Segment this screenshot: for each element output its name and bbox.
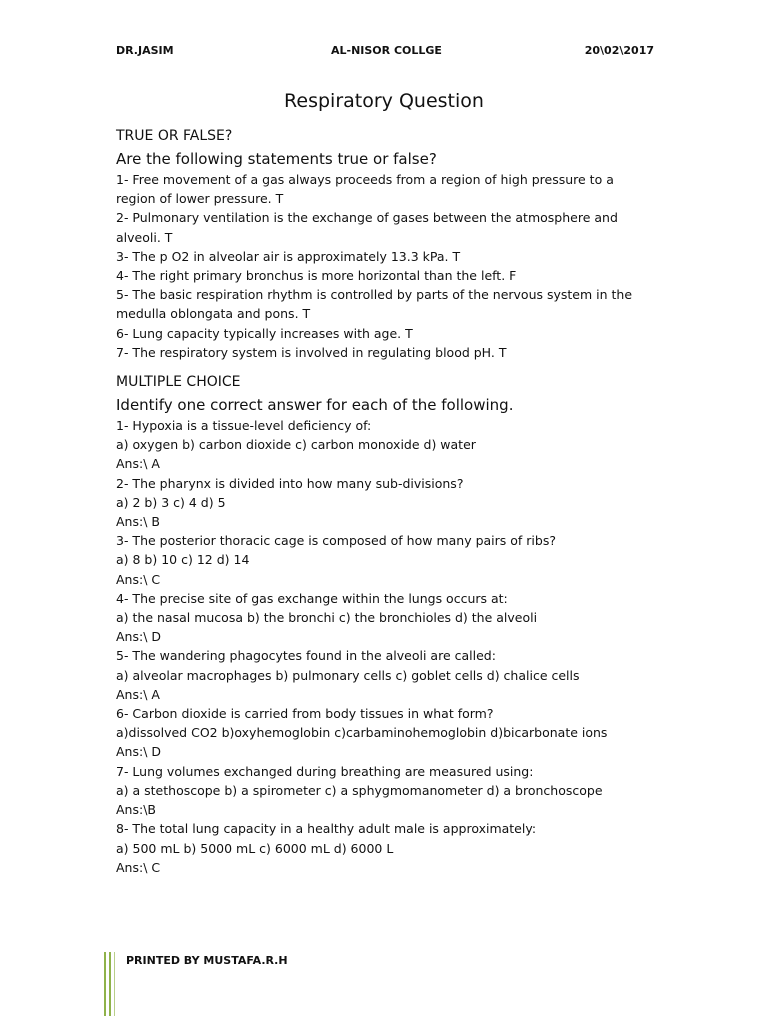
text-line: Ans:\ C — [116, 859, 161, 875]
section-heading: MULTIPLE CHOICE — [116, 374, 241, 391]
page-footer — [104, 952, 404, 1016]
footer-rule — [109, 952, 111, 1016]
text-line: a) alveolar macrophages b) pulmonary cells c) goblet cells d) chalice cells — [116, 667, 580, 683]
true-false-section — [116, 126, 648, 362]
text-line: Ans:\ B — [116, 514, 160, 530]
text-line: a) oxygen b) carbon dioxide c) carbon monoxide d) water — [116, 437, 476, 453]
document-body — [116, 126, 648, 877]
text-line: Ans:\ C — [116, 571, 161, 587]
section-instruction: Are the following statements true or false? — [116, 150, 437, 168]
text-line: 1- Hypoxia is a tissue-level deficiency of: — [116, 418, 372, 434]
text-line: a) 8 b) 10 c) 12 d) 14 — [116, 552, 250, 568]
true-false-lines — [116, 170, 648, 362]
page-title: Respiratory Question — [284, 90, 484, 112]
text-line: 2- The pharynx is divided into how many sub-divisions? — [116, 475, 464, 491]
text-line: Ans:\ A — [116, 456, 160, 472]
text-line: a) a stethoscope b) a spirometer c) a sphygmomanometer d) a bronchoscope — [116, 782, 603, 798]
section-instruction: Identify one correct answer for each of the following. — [116, 396, 514, 415]
multiple-choice-section — [116, 372, 648, 877]
text-line: 7- Lung volumes exchanged during breathing are measured using: — [116, 763, 534, 779]
text-line: 5- The wandering phagocytes found in the alveoli are called: — [116, 648, 496, 664]
text-line: Ans:\ A — [116, 686, 160, 702]
text-line: 3- The p O2 in alveolar air is approximately 13.3 kPa. T — [116, 248, 461, 264]
text-line: 6- Lung capacity typically increases with age. T — [116, 325, 413, 341]
text-line: 6- Carbon dioxide is carried from body tissues in what form? — [116, 706, 494, 722]
footer-rule — [104, 952, 106, 1016]
text-line: 4- The right primary bronchus is more horizontal than the left. F — [116, 268, 517, 284]
text-line: a)dissolved CO2 b)oxyhemoglobin c)carbaminohemoglobin d)bicarbonate ions — [116, 725, 608, 741]
text-line: Ans:\ D — [116, 744, 162, 760]
text-line: a) 500 mL b) 5000 mL c) 6000 mL d) 6000 L — [116, 840, 394, 856]
text-line: a) the nasal mucosa b) the bronchi c) the bronchioles d) the alveoli — [116, 610, 538, 626]
text-line: 3- The posterior thoracic cage is composed of how many pairs of ribs? — [116, 533, 556, 549]
footer-rule — [114, 952, 115, 1016]
header-author: DR.JASIM — [116, 44, 174, 57]
footer-printed-by: PRINTED BY MUSTAFA.R.H — [126, 954, 288, 967]
multiple-choice-lines — [116, 416, 648, 877]
text-line: a) 2 b) 3 c) 4 d) 5 — [116, 494, 226, 510]
text-line: 1- Free movement of a gas always proceeds from a region of high pressure to a — [116, 172, 614, 187]
page-header — [116, 44, 654, 60]
text-line: medulla oblongata and pons. T — [116, 306, 311, 322]
text-line: 4- The precise site of gas exchange within the lungs occurs at: — [116, 590, 508, 606]
header-date: 20\02\2017 — [584, 44, 654, 57]
section-heading: TRUE OR FALSE? — [116, 128, 233, 144]
text-line: 5- The basic respiration rhythm is controlled by parts of the nervous system in the — [116, 287, 633, 303]
text-line: 7- The respiratory system is involved in regulating blood pH. T — [116, 344, 507, 360]
text-line: Ans:\ D — [116, 629, 162, 645]
text-line: region of lower pressure. T — [116, 191, 284, 207]
header-college: AL-NISOR COLLGE — [331, 44, 442, 57]
text-line: 8- The total lung capacity in a healthy adult male is approximately: — [116, 821, 537, 837]
text-line: Ans:\B — [116, 802, 156, 818]
text-line: 2- Pulmonary ventilation is the exchange of gases between the atmosphere and — [116, 210, 618, 226]
text-line: alveoli. T — [116, 229, 173, 245]
